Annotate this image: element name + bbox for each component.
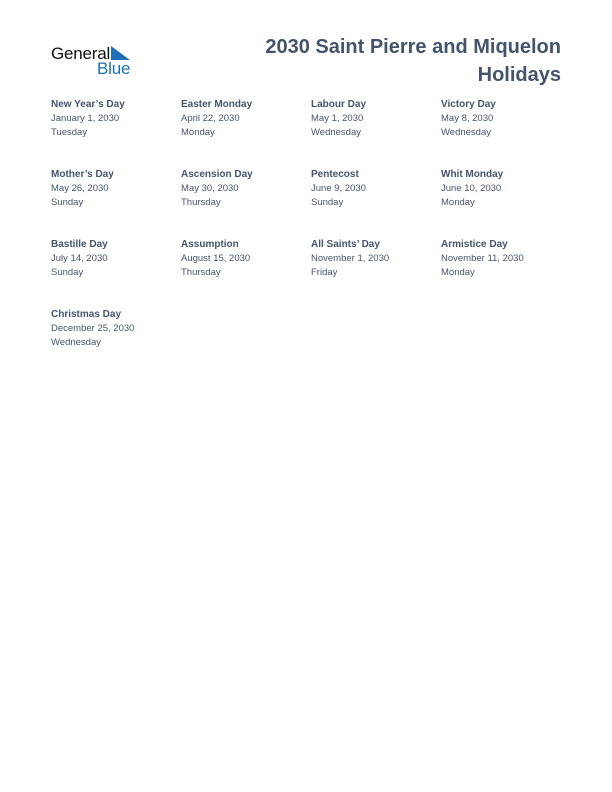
holiday-date: July 14, 2030 bbox=[51, 253, 108, 264]
holiday-item bbox=[51, 98, 181, 168]
page-title: 2030 Saint Pierre and Miquelon Holidays bbox=[265, 36, 561, 86]
holiday-name: All Saints’ Day bbox=[311, 239, 380, 250]
holiday-weekday: Monday bbox=[441, 196, 475, 208]
holiday-weekday: Thursday bbox=[181, 266, 221, 278]
holiday-date: June 10, 2030 bbox=[441, 183, 502, 194]
holiday-grid bbox=[51, 98, 571, 378]
holiday-date: November 1, 2030 bbox=[311, 253, 390, 264]
holiday-date: June 9, 2030 bbox=[311, 183, 366, 194]
holiday-name: New Year’s Day bbox=[51, 99, 125, 110]
holiday-name: Whit Monday bbox=[441, 169, 504, 180]
holiday-date: April 22, 2030 bbox=[181, 113, 240, 124]
holiday-weekday: Monday bbox=[181, 126, 215, 138]
logo-word-blue: Blue bbox=[97, 59, 131, 78]
holiday-item bbox=[181, 168, 311, 238]
holiday-name: Bastille Day bbox=[51, 239, 108, 250]
holiday-item bbox=[441, 238, 571, 308]
holiday-item bbox=[51, 308, 181, 378]
holiday-weekday: Wednesday bbox=[51, 336, 101, 348]
holiday-date: January 1, 2030 bbox=[51, 113, 120, 124]
holiday-weekday: Monday bbox=[441, 266, 475, 278]
holiday-item bbox=[441, 168, 571, 238]
holiday-name: Easter Monday bbox=[181, 99, 253, 110]
holiday-weekday: Thursday bbox=[181, 196, 221, 208]
holiday-name: Mother’s Day bbox=[51, 169, 114, 180]
holiday-weekday: Wednesday bbox=[441, 126, 491, 138]
holiday-name: Ascension Day bbox=[181, 169, 253, 180]
holiday-item bbox=[311, 168, 441, 238]
holiday-item bbox=[181, 238, 311, 308]
holiday-name: Pentecost bbox=[311, 169, 359, 180]
holiday-weekday: Friday bbox=[311, 266, 338, 278]
holiday-date: May 26, 2030 bbox=[51, 183, 109, 194]
holiday-item bbox=[311, 98, 441, 168]
holiday-name: Armistice Day bbox=[441, 239, 508, 250]
holiday-item bbox=[51, 168, 181, 238]
holiday-date: May 1, 2030 bbox=[311, 113, 364, 124]
holiday-name: Victory Day bbox=[441, 99, 496, 110]
generalblue-logo bbox=[51, 44, 141, 80]
holiday-weekday: Sunday bbox=[311, 196, 344, 208]
holiday-item bbox=[181, 98, 311, 168]
holiday-date: August 15, 2030 bbox=[181, 253, 251, 264]
holiday-date: November 11, 2030 bbox=[441, 253, 524, 264]
logo-triangle-icon bbox=[111, 46, 130, 60]
holiday-item bbox=[311, 238, 441, 308]
holiday-item bbox=[51, 238, 181, 308]
holiday-weekday: Wednesday bbox=[311, 126, 361, 138]
logo-word-general: General bbox=[51, 44, 111, 63]
holiday-name: Assumption bbox=[181, 239, 239, 250]
holiday-weekday: Sunday bbox=[51, 196, 84, 208]
holiday-weekday: Sunday bbox=[51, 266, 84, 278]
holiday-date: May 8, 2030 bbox=[441, 113, 494, 124]
holiday-item bbox=[441, 98, 571, 168]
holiday-date: May 30, 2030 bbox=[181, 183, 239, 194]
holiday-name: Labour Day bbox=[311, 99, 367, 110]
holiday-name: Christmas Day bbox=[51, 309, 122, 320]
holiday-weekday: Tuesday bbox=[51, 126, 88, 138]
holiday-date: December 25, 2030 bbox=[51, 323, 135, 334]
